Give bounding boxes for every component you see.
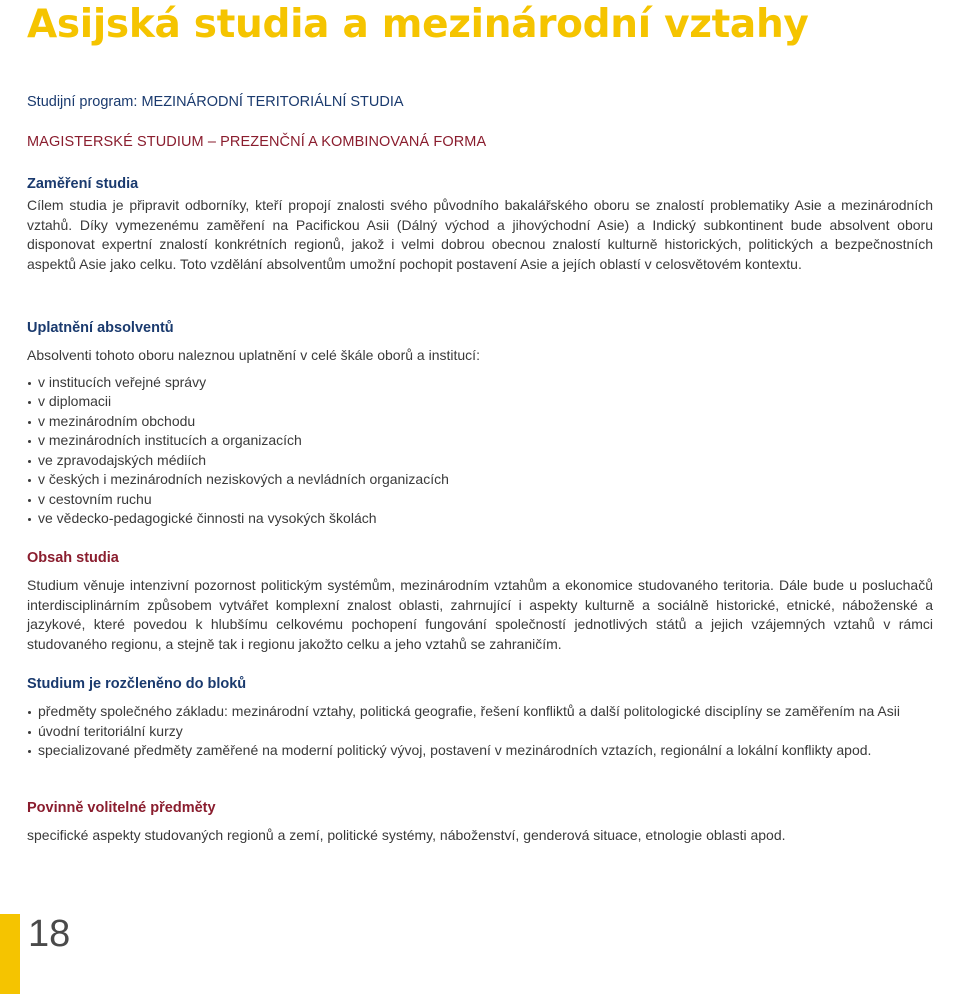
list-item: v mezinárodním obchodu <box>27 412 933 432</box>
list-item: ve zpravodajských médiích <box>27 451 933 471</box>
content-section <box>27 549 933 654</box>
graduates-list <box>27 373 933 529</box>
electives-section <box>27 799 933 846</box>
content-heading: Obsah studia <box>27 550 119 566</box>
blocks-section <box>27 675 933 761</box>
page-title: Asijská studia a mezinárodní vztahy <box>27 2 809 47</box>
study-program: Studijní program: MEZINÁRODNÍ TERITORIÁLNÍ STUDIA <box>27 94 404 110</box>
electives-heading: Povinně volitelné předměty <box>27 800 216 816</box>
electives-text: specifické aspekty studovaných regionů a zemí, politické systémy, náboženství, genderová situace, etnologie oblasti apod. <box>27 827 786 843</box>
graduates-section <box>27 319 933 529</box>
list-item: v institucích veřejné správy <box>27 373 933 393</box>
study-form: MAGISTERSKÉ STUDIUM – PREZENČNÍ A KOMBINOVANÁ FORMA <box>27 134 487 150</box>
focus-heading: Zaměření studia <box>27 176 139 192</box>
content-text: Studium věnuje intenzivní pozornost politickým systémům, mezinárodním vztahům a ekonomice studovaného teritoria. Dále bude u posluchačů interdisciplinárním způsobem vytvářet komplexní znalost oblasti, zahrnující i aspekty kulturně a sociálně historické, etnické, náboženské a jazykové, které povedou k hlubšímu celkovému pochopení fungování společností jednotlivých států a jejich vzájemných vztahů v rámci studovaného regionu, a stejně tak i regionu jakožto celku a jeho vztahů se zahraničím. <box>27 577 933 652</box>
list-item: v cestovním ruchu <box>27 490 933 510</box>
list-item: v českých i mezinárodních neziskových a nevládních organizacích <box>27 470 933 490</box>
focus-section <box>27 175 933 274</box>
list-item: ve vědecko-pedagogické činnosti na vysokých školách <box>27 509 933 529</box>
list-item: úvodní teritoriální kurzy <box>27 722 933 742</box>
blocks-list <box>27 702 933 761</box>
graduates-heading: Uplatnění absolventů <box>27 320 174 336</box>
blocks-heading: Studium je rozčleněno do bloků <box>27 676 247 692</box>
page-number-bar <box>0 914 20 994</box>
focus-text: Cílem studia je připravit odborníky, kteří propojí znalosti svého původního bakalářského oboru se znalostí problematiky Asie a mezinárodních vztahů. Díky vymezenému zaměření na Pacifickou Asii (Dálný východ a jihovýchodní Asie) a Indický subkontinent bude absolvent oboru disponovat expertní znalostí konkrétních regionů, jakož i velmi dobrou obecnou znalostí kulturně historických, politických a bezpečnostních aspektů Asie jako celku. Toto vzdělání absolventům umožní pochopit postavení Asie a jejích oblastí v celosvětovém kontextu. <box>27 197 933 272</box>
list-item: předměty společného základu: mezinárodní vztahy, politická geografie, řešení konfliktů a další politologické disciplíny se zaměřením na Asii <box>27 702 933 722</box>
graduates-intro: Absolventi tohoto oboru naleznou uplatnění v celé škále oborů a institucí: <box>27 347 480 363</box>
list-item: v diplomacii <box>27 392 933 412</box>
list-item: v mezinárodních institucích a organizacích <box>27 431 933 451</box>
list-item: specializované předměty zaměřené na moderní politický vývoj, postavení v mezinárodních vztazích, regionální a lokální konflikty apod. <box>27 741 933 761</box>
page-number: 18 <box>28 913 71 955</box>
